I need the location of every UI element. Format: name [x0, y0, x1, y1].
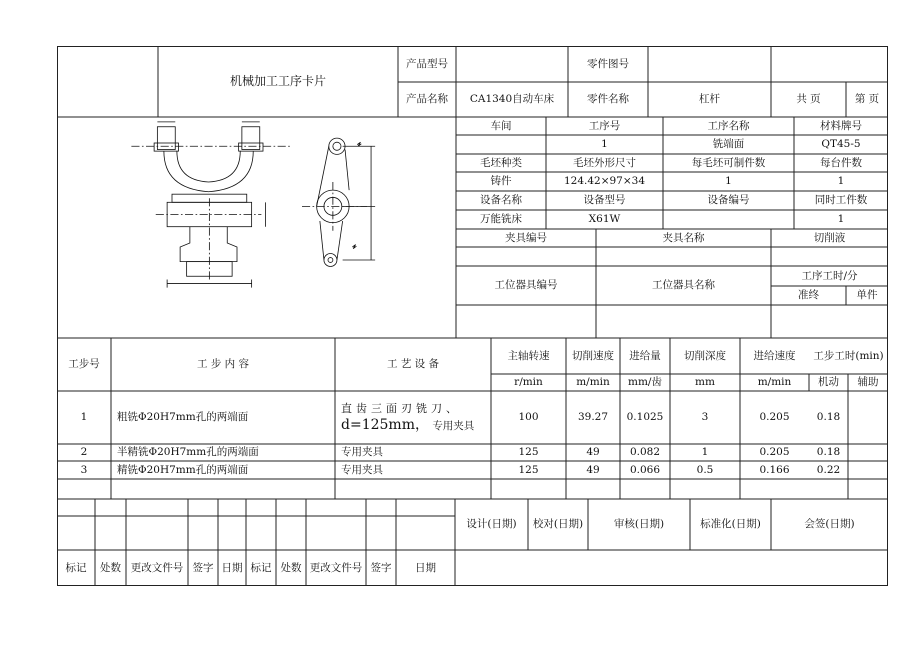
part-drawing-no-value	[648, 46, 771, 82]
revision-date-label-2: 日期	[415, 561, 436, 574]
process-name-value: 铣端面	[712, 138, 745, 150]
step-no: 1	[80, 411, 88, 423]
step-content: 粗铣Φ20H7mm孔的两端面	[117, 411, 249, 423]
machine-time: 0.18	[816, 411, 841, 423]
depth: 0.5	[696, 463, 714, 476]
card-title: 机械加工工序卡片	[229, 74, 326, 88]
aux-time-header: 辅助	[857, 376, 879, 388]
cutting-speed: 39.27	[577, 411, 609, 423]
revision-count-label-2: 处数	[280, 561, 302, 574]
feed-header: 进给量	[629, 349, 661, 362]
workshop-label: 车间	[490, 119, 512, 132]
equipment-name-label: 设备名称	[480, 194, 522, 206]
revision-mark-label-2: 标记	[250, 561, 272, 574]
depth: 1	[701, 446, 709, 458]
revision-sign-label-2: 签字	[370, 561, 392, 574]
process-card	[57, 46, 888, 586]
equipment-no-label: 设备编号	[707, 194, 750, 206]
parts-per-machine-value: 1	[837, 175, 845, 187]
part-drawing-no-label: 零件图号	[587, 57, 629, 70]
process-no-value: 1	[601, 138, 608, 150]
countersign-date-label: 会签(日期)	[804, 518, 855, 530]
step-no: 3	[80, 463, 88, 476]
equipment-model-label: 设备型号	[583, 194, 626, 206]
cutting-speed-header: 切削速度	[572, 349, 614, 362]
revision-mark-label: 标记	[65, 561, 87, 574]
tool-diameter: d=125mm，	[341, 417, 429, 433]
revision-count-label: 处数	[100, 561, 121, 574]
review-date-label: 审核(日期)	[613, 518, 665, 530]
machine-time: 0.18	[816, 446, 841, 458]
step-time-header: 工步工时(min)	[813, 349, 884, 362]
simultaneous-parts-value: 1	[837, 213, 845, 225]
unit-feed-speed: m/min	[757, 376, 792, 388]
unit-speed: r/min	[514, 376, 543, 388]
revision-doc-label-2: 更改文件号	[309, 561, 363, 574]
product-model-label: 产品型号	[406, 57, 448, 70]
standardize-date-label: 标准化(日期)	[700, 518, 761, 530]
machine-time: 0.22	[816, 463, 841, 476]
blank-type-value: 铸件	[490, 175, 512, 187]
part-name-label: 零件名称	[587, 93, 629, 105]
station-tool-no-label: 工位器具编号	[494, 279, 558, 291]
product-model-value	[456, 46, 568, 82]
step-content: 精铣Φ20H7mm孔的两端面	[117, 463, 249, 476]
revision-sign-label: 签字	[192, 561, 214, 574]
part-drawing	[57, 117, 456, 338]
unit-depth: mm	[695, 376, 715, 388]
spindle-speed: 125	[518, 463, 539, 476]
fixture-text: 专用夹具	[432, 420, 475, 432]
process-hours-label: 工序工时/分	[801, 269, 858, 282]
process-name-label: 工序名称	[707, 119, 750, 132]
product-name-label: 产品名称	[406, 93, 448, 105]
unit-cut: m/min	[576, 376, 610, 388]
equipment-model-value: X61W	[588, 213, 621, 225]
per-piece-label: 单件	[856, 289, 878, 301]
spindle-speed: 125	[518, 446, 539, 458]
parts-per-blank-label: 每毛坯可制件数	[691, 156, 766, 169]
feed: 0.066	[629, 463, 661, 476]
product-name-value: CA1340自动车床	[469, 93, 555, 105]
feed-speed: 0.166	[759, 463, 790, 476]
depth: 3	[701, 411, 709, 423]
material-value: QT45-5	[821, 138, 861, 150]
step-content-header: 工 步 内 容	[196, 358, 249, 370]
fixture-no-label: 夹具编号	[505, 231, 547, 244]
equipment-line-2	[341, 419, 474, 433]
workshop-value	[456, 135, 546, 154]
revision-doc-label: 更改文件号	[130, 561, 184, 574]
unit-feed: mm/齿	[628, 376, 662, 388]
step-no-header: 工步号	[68, 358, 100, 370]
process-equipment-header: 工 艺 设 备	[386, 358, 439, 370]
spindle-speed: 100	[518, 411, 539, 423]
parts-per-blank-value: 1	[725, 175, 732, 187]
step-equipment: 专用夹具	[341, 446, 383, 458]
simultaneous-parts-label: 同时工件数	[814, 194, 868, 206]
machine-time-header: 机动	[818, 376, 839, 388]
revision-date-label: 日期	[221, 561, 243, 574]
page-label: 第 页	[854, 93, 880, 105]
blank-size-value: 124.42×97×34	[563, 175, 646, 187]
blank-type-label: 毛坯种类	[480, 156, 522, 169]
cutting-speed: 49	[586, 463, 600, 476]
feed-speed: 0.205	[759, 411, 790, 423]
total-pages-label: 共 页	[796, 93, 821, 105]
prep-end-label: 准终	[798, 289, 819, 301]
station-tool-name-label: 工位器具名称	[652, 279, 715, 291]
design-date-label: 设计(日期)	[466, 518, 517, 530]
feed: 0.082	[629, 446, 661, 458]
coolant-label: 切削液	[813, 231, 846, 244]
step-content: 半精铣Φ20H7mm孔的两端面	[117, 446, 259, 458]
proofread-date-label: 校对(日期)	[532, 518, 584, 530]
spindle-speed-header: 主轴转速	[507, 349, 550, 362]
equipment-no-value	[663, 210, 794, 229]
depth-header: 切削深度	[684, 349, 726, 362]
step-equipment: 专用夹具	[341, 463, 383, 476]
feed-speed-header: 进给速度	[753, 349, 796, 362]
process-no-label: 工序号	[588, 119, 621, 132]
fixture-name-label: 夹具名称	[662, 231, 705, 244]
feed: 0.1025	[626, 411, 664, 423]
step-no: 2	[80, 446, 88, 458]
cutting-speed: 49	[586, 446, 600, 458]
equipment-name-value: 万能铣床	[480, 213, 522, 225]
part-name-value: 杠杆	[699, 93, 720, 105]
blank-size-label: 毛坯外形尺寸	[573, 156, 636, 169]
parts-per-machine-label: 每台件数	[820, 156, 862, 169]
feed-speed: 0.205	[759, 446, 790, 458]
step-equipment	[335, 391, 491, 444]
equipment-line-1: 直齿三面刃铣刀、	[341, 402, 461, 415]
material-label: 材料牌号	[820, 119, 862, 132]
